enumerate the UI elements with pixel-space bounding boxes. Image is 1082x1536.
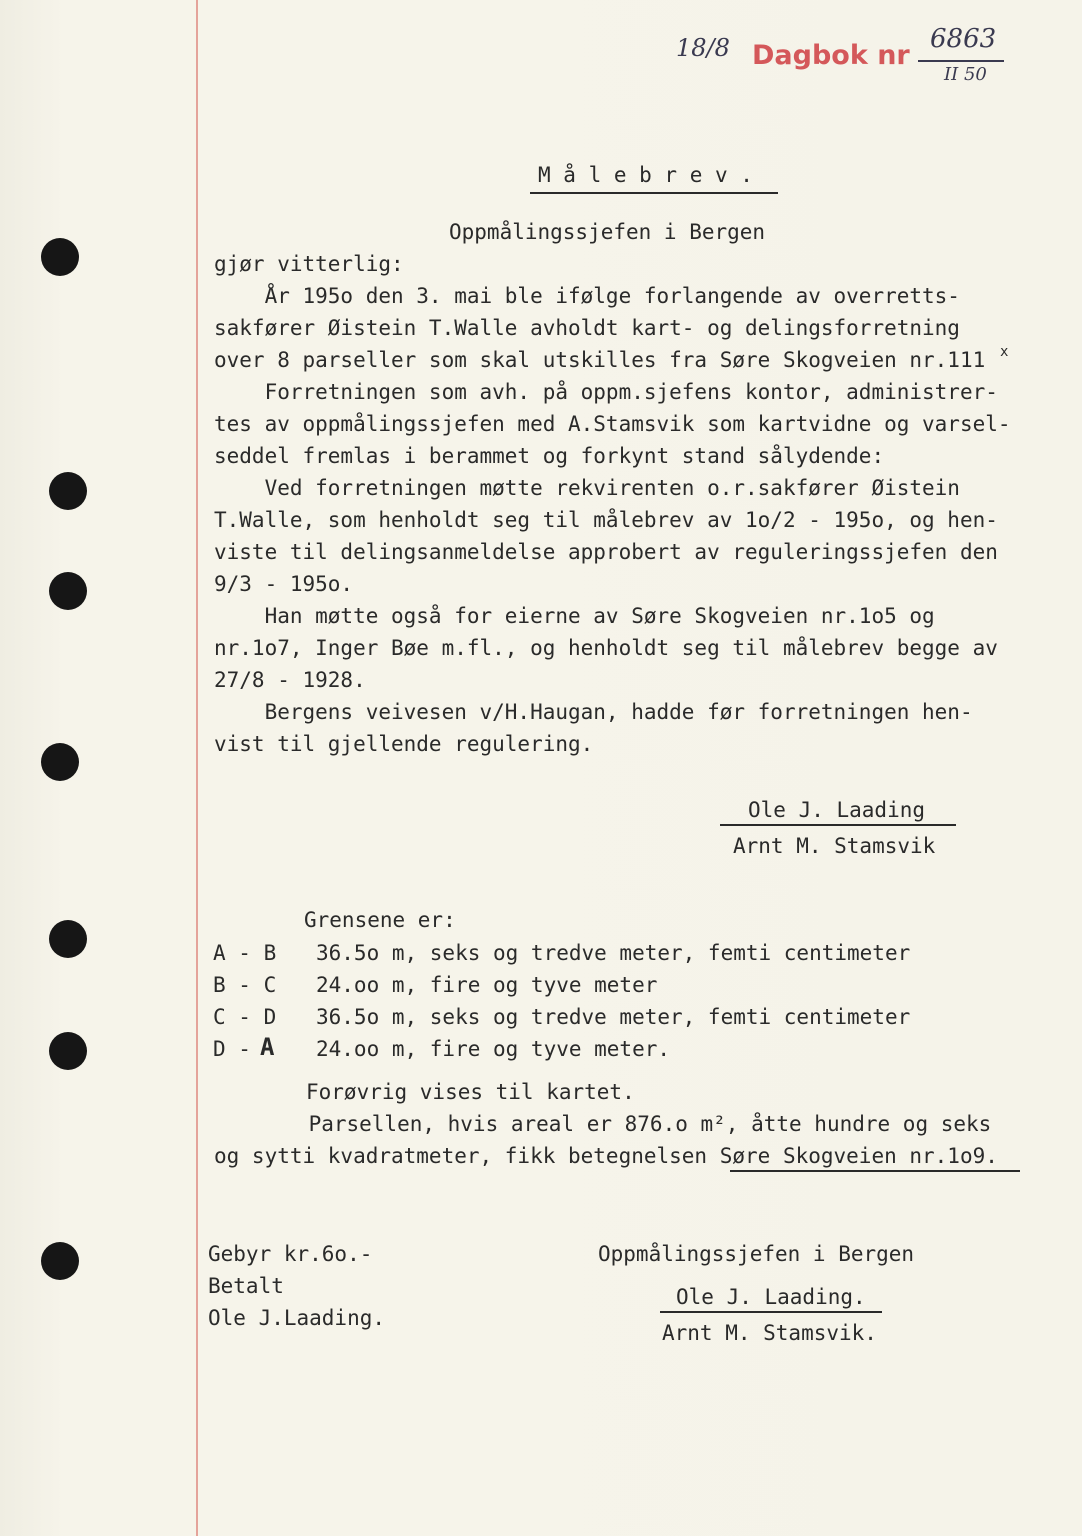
office-line: Oppmålingssjefen i Bergen	[598, 1242, 915, 1266]
boundary-text: 36.5o m, seks og tredve meter, femti centimeter	[316, 1005, 911, 1029]
boundary-label: C - D	[213, 1005, 277, 1029]
body-line: over 8 parseller som skal utskilles fra Søre Skogveien nr.111	[214, 348, 986, 372]
margin-rule	[196, 0, 198, 1536]
body-line: Han møtte også for eierne av Søre Skogveien nr.1o5 og	[214, 604, 935, 628]
issuer-line: Oppmålingssjefen i Bergen	[449, 220, 766, 244]
body-line: Forretningen som avh. på oppm.sjefens kontor, administrer-	[214, 380, 998, 404]
fee-line: Betalt	[208, 1274, 284, 1298]
boundaries-heading: Grensene er:	[304, 908, 456, 932]
dagbok-stamp: Dagbok nr	[752, 40, 910, 71]
closing-line: Parsellen, hvis areal er 876.o m², åtte hundre og seks	[258, 1112, 992, 1136]
office-signature: Ole J. Laading.	[676, 1285, 866, 1309]
fee-line: Gebyr kr.6o.-	[208, 1242, 373, 1266]
punch-hole	[49, 572, 87, 610]
boundary-corrected-letter: A	[260, 1033, 275, 1061]
body-line: 9/3 - 195o.	[214, 572, 354, 596]
boundary-label: B - C	[213, 973, 277, 997]
body-line: 27/8 - 1928.	[214, 668, 366, 692]
designation-underline	[730, 1170, 1020, 1172]
body-line: vist til gjellende regulering.	[214, 732, 594, 756]
punch-hole	[49, 920, 87, 958]
office-signature-underline	[660, 1311, 882, 1313]
body-line: Bergens veivesen v/H.Haugan, hadde før forretningen hen-	[214, 700, 973, 724]
signature-name: Ole J. Laading	[748, 798, 926, 822]
closing-line: Forøvrig vises til kartet.	[306, 1080, 635, 1104]
boundary-text: 36.5o m, seks og tredve meter, femti centimeter	[316, 941, 911, 965]
body-line: viste til delingsanmeldelse approbert av reguleringssjefen den	[214, 540, 998, 564]
signature-name: Arnt M. Stamsvik	[733, 834, 936, 858]
body-line: nr.1o7, Inger Bøe m.fl., og henholdt seg til målebrev begge av	[214, 636, 998, 660]
handwritten-number: 6863	[930, 24, 997, 54]
boundary-text: 24.oo m, fire og tyve meter.	[316, 1037, 671, 1061]
body-line: T.Walle, som henholdt seg til målebrev av 1o/2 - 195o, og hen-	[214, 508, 998, 532]
superscript-x: x	[1000, 344, 1009, 360]
body-line: Ved forretningen møtte rekvirenten o.r.sakfører Øistein	[214, 476, 960, 500]
body-line: sakfører Øistein T.Walle avholdt kart- og delingsforretning	[214, 316, 960, 340]
body-line: År 195o den 3. mai ble ifølge forlangende av overretts-	[214, 284, 960, 308]
punch-hole	[49, 472, 87, 510]
boundary-label: A - B	[213, 941, 277, 965]
fee-line: Ole J.Laading.	[208, 1306, 386, 1330]
punch-hole	[41, 743, 79, 781]
fraction-line	[918, 60, 1004, 62]
punch-hole	[41, 238, 79, 276]
handwritten-year: II 50	[944, 64, 987, 85]
closing-line: og sytti kvadratmeter, fikk betegnelsen Søre Skogveien nr.1o9.	[214, 1144, 998, 1168]
title-underline	[530, 192, 778, 194]
body-line: seddel fremlas i berammet og forkynt stand sålydende:	[214, 444, 885, 468]
boundary-text: 24.oo m, fire og tyve meter	[316, 973, 658, 997]
handwritten-date: 18/8	[676, 34, 730, 62]
punch-hole	[49, 1032, 87, 1070]
intro-line: gjør vitterlig:	[214, 252, 404, 276]
body-line: tes av oppmålingssjefen med A.Stamsvik som kartvidne og varsel-	[214, 412, 1011, 436]
signature-underline	[720, 824, 956, 826]
document-title: M å l e b r e v .	[538, 163, 753, 187]
office-signature: Arnt M. Stamsvik.	[662, 1321, 877, 1345]
punch-hole	[41, 1242, 79, 1280]
boundary-label: D -	[213, 1037, 251, 1061]
